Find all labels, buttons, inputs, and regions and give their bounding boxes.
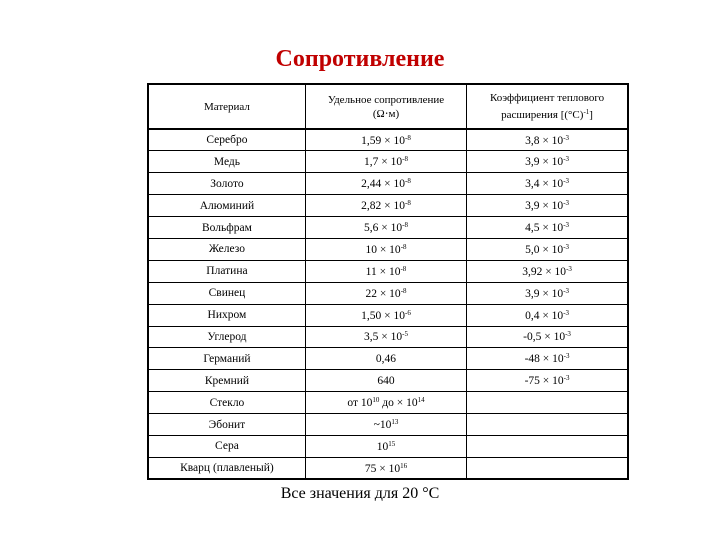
cell-material: Кварц (плавленый) bbox=[148, 457, 305, 479]
cell-material: Вольфрам bbox=[148, 217, 305, 239]
cell-resistivity: $75 \times 10^{16}$ bbox=[305, 457, 466, 479]
table-row bbox=[148, 370, 628, 392]
cell-material: Кремний bbox=[148, 370, 305, 392]
table-row bbox=[148, 151, 628, 173]
cell-coefficient bbox=[467, 435, 628, 457]
cell-coefficient: $0,4 \times 10^{-3}$ bbox=[467, 304, 628, 326]
cell-coefficient: $3,9 \times 10^{-3}$ bbox=[467, 195, 628, 217]
table-row bbox=[148, 457, 628, 479]
cell-material: Нихром bbox=[148, 304, 305, 326]
cell-material: Медь bbox=[148, 151, 305, 173]
cell-resistivity: $22 \times 10^{-8}$ bbox=[305, 282, 466, 304]
page-title: Сопротивление bbox=[275, 46, 445, 72]
table-row bbox=[148, 348, 628, 370]
table-row bbox=[148, 173, 628, 195]
cell-coefficient: $-48 \times 10^{-3}$ bbox=[467, 348, 628, 370]
table-row bbox=[148, 435, 628, 457]
table-row bbox=[148, 304, 628, 326]
table-row bbox=[148, 129, 628, 151]
cell-resistivity: $2,44 \times 10^{-8}$ bbox=[305, 173, 466, 195]
cell-coefficient: $3,9 \times 10^{-3}$ bbox=[467, 151, 628, 173]
header-material: Материал bbox=[148, 84, 305, 129]
cell-resistivity: от $10^{10}$ до × $10^{14}$ bbox=[305, 392, 466, 414]
cell-material: Железо bbox=[148, 238, 305, 260]
cell-resistivity: $3,5 \times 10^{-5}$ bbox=[305, 326, 466, 348]
cell-coefficient bbox=[467, 392, 628, 414]
cell-material: Стекло bbox=[148, 392, 305, 414]
cell-resistivity: $5,6 \times 10^{-8}$ bbox=[305, 217, 466, 239]
cell-resistivity: $2,82 \times 10^{-8}$ bbox=[305, 195, 466, 217]
resistance-table bbox=[147, 83, 629, 480]
cell-coefficient: $-0,5 \times 10^{-3}$ bbox=[467, 326, 628, 348]
cell-resistivity: $10 \times 10^{-8}$ bbox=[305, 238, 466, 260]
cell-coefficient bbox=[467, 457, 628, 479]
table-row bbox=[148, 238, 628, 260]
footer-note: Все значения для 20 °C bbox=[280, 485, 440, 502]
table-row bbox=[148, 195, 628, 217]
header-resistivity: Удельное сопротивление (Ω⋅м) bbox=[305, 84, 466, 129]
cell-material: Платина bbox=[148, 260, 305, 282]
cell-resistivity: $\sim 10^{13}$ bbox=[305, 414, 466, 436]
cell-material: Углерод bbox=[148, 326, 305, 348]
cell-coefficient: $3,8 \times 10^{-3}$ bbox=[467, 129, 628, 151]
cell-resistivity: $11 \times 10^{-8}$ bbox=[305, 260, 466, 282]
table-row bbox=[148, 217, 628, 239]
cell-material: Германий bbox=[148, 348, 305, 370]
cell-material: Эбонит bbox=[148, 414, 305, 436]
cell-coefficient bbox=[467, 414, 628, 436]
cell-coefficient: $3,9 \times 10^{-3}$ bbox=[467, 282, 628, 304]
cell-resistivity: $10^{15}$ bbox=[305, 435, 466, 457]
cell-resistivity: $1,59 \times 10^{-8}$ bbox=[305, 129, 466, 151]
cell-resistivity: 640 bbox=[305, 370, 466, 392]
cell-material: Серебро bbox=[148, 129, 305, 151]
cell-material: Золото bbox=[148, 173, 305, 195]
cell-coefficient: $5,0 \times 10^{-3}$ bbox=[467, 238, 628, 260]
cell-coefficient: $3,92 \times 10^{-3}$ bbox=[467, 260, 628, 282]
table-row bbox=[148, 282, 628, 304]
table-row bbox=[148, 392, 628, 414]
cell-material: Свинец bbox=[148, 282, 305, 304]
table-row bbox=[148, 260, 628, 282]
table-row bbox=[148, 326, 628, 348]
cell-coefficient: $4,5 \times 10^{-3}$ bbox=[467, 217, 628, 239]
cell-material: Алюминий bbox=[148, 195, 305, 217]
header-coefficient: Коэффициент теплового расширения $[(^\circ C)^{-1}]$ bbox=[467, 84, 628, 129]
table-row bbox=[148, 414, 628, 436]
cell-coefficient: $3,4 \times 10^{-3}$ bbox=[467, 173, 628, 195]
cell-material: Сера bbox=[148, 435, 305, 457]
cell-coefficient: $-75 \times 10^{-3}$ bbox=[467, 370, 628, 392]
table-header-row bbox=[148, 84, 628, 129]
cell-resistivity: $1,50 \times 10^{-6}$ bbox=[305, 304, 466, 326]
cell-resistivity: $1,7 \times 10^{-8}$ bbox=[305, 151, 466, 173]
cell-resistivity: 0,46 bbox=[305, 348, 466, 370]
